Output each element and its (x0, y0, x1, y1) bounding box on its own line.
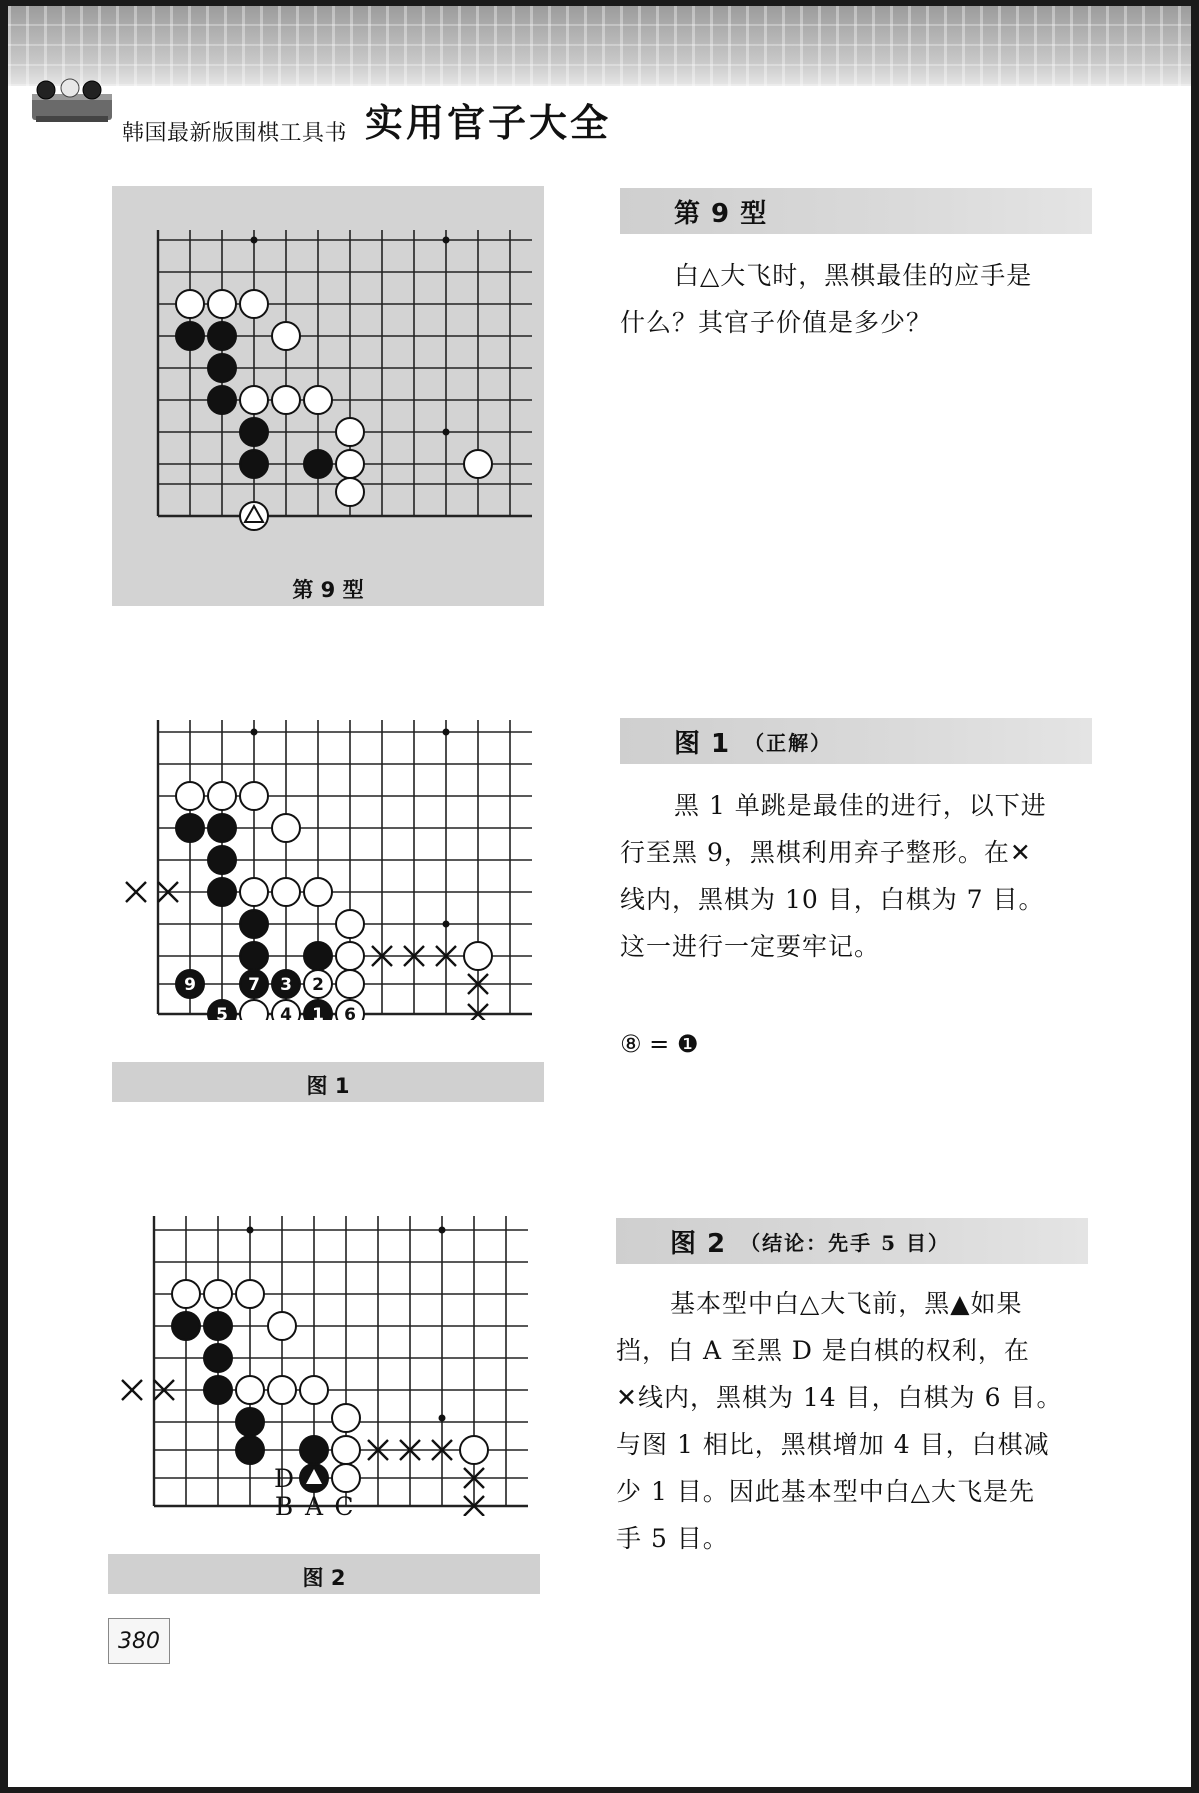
move-7-label: 7 (248, 975, 260, 995)
book-title: 实用官子大全 (365, 100, 612, 145)
figure-1-note: ⑧ = ❶ (620, 1030, 699, 1058)
move-6-label: 6 (344, 1005, 356, 1020)
page-number: 380 (108, 1618, 170, 1664)
section-title: 图 2 (670, 1228, 727, 1259)
section-title: 图 1 (674, 728, 731, 759)
series-name: 韩国最新版围棋工具书 (122, 121, 348, 146)
move-4-label: 4 (280, 1005, 292, 1020)
figure-1-heading (620, 718, 1092, 764)
figure-2-diagram (112, 1206, 544, 1516)
move-5-label: 5 (216, 1005, 228, 1020)
figure-2-caption: 图 2 (302, 1566, 346, 1590)
book-page (8, 6, 1191, 1787)
figure-1-text: 黑 1 单跳是最佳的进行，以下进 行至黑 9，黑棋利用弃子整形。在✕ 线内，黑棋为 10 目，白棋为 7 目。 这一进行一定要牢记。 (620, 791, 1047, 961)
point-d-label: D (273, 1464, 295, 1493)
section-title: 第 9 型 (674, 198, 768, 229)
move-3-label: 3 (280, 975, 292, 995)
problem-9-text: 白△大飞时，黑棋最佳的应手是 什么？其官子价值是多少？ (620, 261, 1033, 337)
figure-1-caption: 图 1 (306, 1074, 350, 1098)
move-1-label: 1 (312, 1005, 324, 1020)
header-band (8, 6, 1191, 86)
problem-9-diagram (112, 186, 544, 606)
section-subtitle: （正解） (744, 730, 833, 755)
figure-1-diagram (112, 710, 544, 1020)
move-2-label: 2 (312, 975, 324, 995)
go-board-logo-icon (30, 76, 115, 126)
point-a-label: A (304, 1492, 324, 1516)
point-b-label: B (274, 1492, 294, 1516)
section-subtitle: （结论：先手 5 目） (740, 1230, 950, 1255)
move-9-label: 9 (184, 975, 196, 995)
problem-9-heading (620, 188, 1092, 234)
running-header (122, 92, 611, 147)
figure-2-text: 基本型中白△大飞前，黑▲如果 挡，白 A 至黑 D 是白棋的权利，在 ✕线内，黑棋为 14 目，白棋为 6 目。 与图 1 相比，黑棋增加 4 目，白棋减 少 1 目。因此基本型中白△大飞是先 手 5 目。 (616, 1289, 1063, 1553)
point-c-label: C (334, 1492, 354, 1516)
problem-9-caption: 第 9 型 (292, 578, 364, 602)
figure-2-heading (616, 1218, 1088, 1264)
